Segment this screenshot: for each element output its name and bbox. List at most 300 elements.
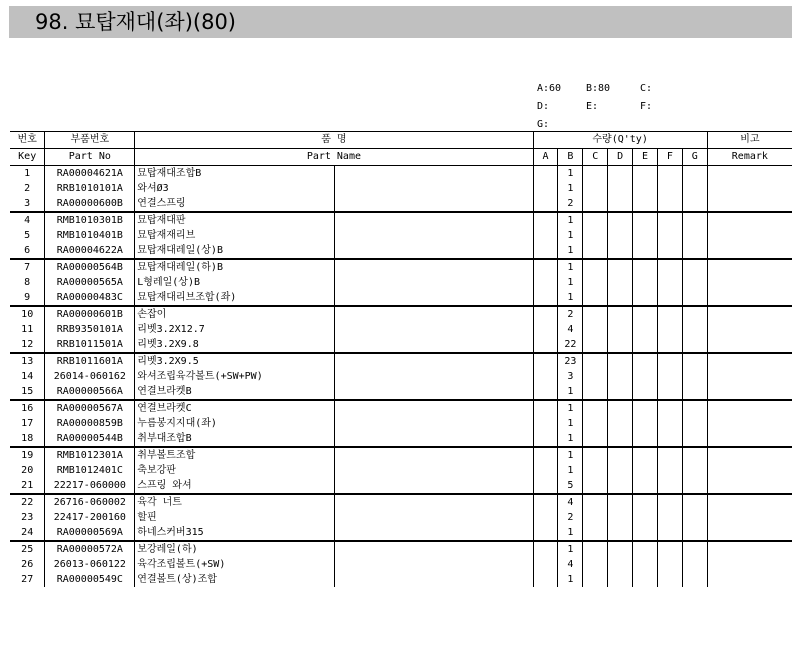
row-qty-a	[533, 212, 558, 228]
row-qty-b: 1	[558, 290, 583, 306]
row-key: 1	[10, 166, 45, 182]
row-part-name: 누름봉지지대(좌)	[135, 416, 335, 431]
header-col-e: E	[633, 149, 658, 166]
row-qty-g	[682, 384, 707, 400]
row-remark	[707, 196, 792, 212]
row-qty-e	[633, 290, 658, 306]
row-qty-d	[608, 196, 633, 212]
row-qty-a	[533, 369, 558, 384]
row-qty-d	[608, 416, 633, 431]
row-qty-f	[657, 290, 682, 306]
row-qty-f	[657, 510, 682, 525]
row-qty-e	[633, 181, 658, 196]
row-remark	[707, 494, 792, 510]
row-part-no: RRB9350101A	[45, 322, 135, 337]
row-key: 2	[10, 181, 45, 196]
row-qty-e	[633, 447, 658, 463]
row-part-no: RRB1010101A	[45, 181, 135, 196]
row-part-name-extra	[334, 337, 533, 353]
row-qty-g	[682, 572, 707, 587]
row-qty-d	[608, 166, 633, 182]
row-qty-f	[657, 353, 682, 369]
row-qty-e	[633, 525, 658, 541]
row-qty-c	[583, 525, 608, 541]
row-qty-b: 1	[558, 463, 583, 478]
table-row	[10, 400, 792, 416]
row-qty-d	[608, 290, 633, 306]
row-key: 23	[10, 510, 45, 525]
header-part-no-en: Part No	[45, 149, 135, 166]
row-remark	[707, 510, 792, 525]
row-part-no: RA00000569A	[45, 525, 135, 541]
row-remark	[707, 384, 792, 400]
header-no: 번호	[10, 132, 45, 149]
row-part-no: RA00000600B	[45, 196, 135, 212]
row-qty-c	[583, 181, 608, 196]
row-qty-e	[633, 478, 658, 494]
row-qty-f	[657, 212, 682, 228]
row-qty-e	[633, 306, 658, 322]
row-qty-a	[533, 259, 558, 275]
row-qty-e	[633, 275, 658, 290]
row-qty-g	[682, 196, 707, 212]
row-qty-b: 1	[558, 400, 583, 416]
row-part-no: RA00000564B	[45, 259, 135, 275]
row-key: 14	[10, 369, 45, 384]
row-part-name: 취부대조합B	[135, 431, 335, 447]
row-qty-g	[682, 259, 707, 275]
row-qty-d	[608, 243, 633, 259]
row-qty-c	[583, 275, 608, 290]
row-qty-f	[657, 196, 682, 212]
row-part-no: RA00000544B	[45, 431, 135, 447]
row-qty-b: 2	[558, 306, 583, 322]
row-qty-e	[633, 400, 658, 416]
row-qty-d	[608, 541, 633, 557]
row-remark	[707, 572, 792, 587]
row-qty-b: 23	[558, 353, 583, 369]
row-qty-b: 1	[558, 541, 583, 557]
table-row	[10, 259, 792, 275]
row-qty-e	[633, 228, 658, 243]
row-qty-a	[533, 478, 558, 494]
row-qty-g	[682, 322, 707, 337]
row-remark	[707, 212, 792, 228]
row-qty-a	[533, 337, 558, 353]
row-qty-d	[608, 525, 633, 541]
row-qty-f	[657, 275, 682, 290]
row-part-name-extra	[334, 494, 533, 510]
row-part-name-extra	[334, 431, 533, 447]
row-qty-c	[583, 463, 608, 478]
row-part-name-extra	[334, 478, 533, 494]
table-row	[10, 431, 792, 447]
table-row	[10, 196, 792, 212]
row-remark	[707, 416, 792, 431]
row-qty-d	[608, 212, 633, 228]
row-qty-a	[533, 243, 558, 259]
row-qty-e	[633, 196, 658, 212]
row-qty-c	[583, 212, 608, 228]
row-qty-c	[583, 337, 608, 353]
row-qty-f	[657, 478, 682, 494]
row-key: 4	[10, 212, 45, 228]
row-part-name: 묘탑재대판	[135, 212, 335, 228]
row-qty-g	[682, 431, 707, 447]
model-d: D:	[537, 101, 550, 112]
header-part-name: 품 명	[135, 132, 533, 149]
row-qty-a	[533, 541, 558, 557]
row-part-no: RA00000601B	[45, 306, 135, 322]
row-qty-b: 4	[558, 494, 583, 510]
row-qty-f	[657, 447, 682, 463]
row-qty-g	[682, 478, 707, 494]
row-part-no: RA00004622A	[45, 243, 135, 259]
row-part-name-extra	[334, 541, 533, 557]
row-part-name: 묘탑재대레일(상)B	[135, 243, 335, 259]
row-part-no: RMB1010301B	[45, 212, 135, 228]
row-qty-a	[533, 275, 558, 290]
row-qty-a	[533, 196, 558, 212]
model-f: F:	[640, 101, 653, 112]
row-qty-g	[682, 228, 707, 243]
table-row	[10, 212, 792, 228]
row-qty-b: 1	[558, 243, 583, 259]
row-qty-c	[583, 290, 608, 306]
row-qty-b: 1	[558, 447, 583, 463]
row-remark	[707, 181, 792, 196]
row-qty-a	[533, 572, 558, 587]
row-qty-a	[533, 322, 558, 337]
row-qty-f	[657, 463, 682, 478]
row-qty-d	[608, 494, 633, 510]
row-part-name: 연결브라켓B	[135, 384, 335, 400]
row-qty-b: 1	[558, 275, 583, 290]
table-row	[10, 384, 792, 400]
row-key: 22	[10, 494, 45, 510]
row-qty-e	[633, 431, 658, 447]
row-key: 27	[10, 572, 45, 587]
table-row	[10, 181, 792, 196]
row-qty-f	[657, 181, 682, 196]
header-col-g: G	[682, 149, 707, 166]
row-qty-a	[533, 400, 558, 416]
row-qty-d	[608, 275, 633, 290]
row-qty-b: 5	[558, 478, 583, 494]
row-part-name: 스프링 와셔	[135, 478, 335, 494]
row-qty-a	[533, 494, 558, 510]
row-qty-g	[682, 557, 707, 572]
header-col-f: F	[657, 149, 682, 166]
row-part-no: RA00000572A	[45, 541, 135, 557]
row-remark	[707, 166, 792, 182]
model-b: B:80	[586, 83, 611, 94]
row-part-name: L형레일(상)B	[135, 275, 335, 290]
row-qty-f	[657, 322, 682, 337]
row-qty-b: 2	[558, 196, 583, 212]
row-key: 15	[10, 384, 45, 400]
parts-table	[10, 131, 792, 587]
row-qty-f	[657, 259, 682, 275]
row-qty-c	[583, 447, 608, 463]
table-row	[10, 369, 792, 384]
row-qty-d	[608, 181, 633, 196]
row-part-name: 묘탑재대레일(하)B	[135, 259, 335, 275]
row-qty-c	[583, 369, 608, 384]
row-qty-e	[633, 259, 658, 275]
row-qty-e	[633, 572, 658, 587]
row-qty-b: 4	[558, 322, 583, 337]
row-part-name-extra	[334, 525, 533, 541]
header-col-c: C	[583, 149, 608, 166]
row-remark	[707, 259, 792, 275]
row-qty-c	[583, 322, 608, 337]
table-row	[10, 447, 792, 463]
row-qty-f	[657, 369, 682, 384]
table-row	[10, 463, 792, 478]
row-qty-d	[608, 353, 633, 369]
row-qty-g	[682, 525, 707, 541]
table-row	[10, 306, 792, 322]
table-row	[10, 416, 792, 431]
row-qty-g	[682, 416, 707, 431]
model-g: G:	[537, 119, 550, 130]
row-qty-f	[657, 400, 682, 416]
row-qty-c	[583, 478, 608, 494]
row-qty-g	[682, 181, 707, 196]
row-remark	[707, 243, 792, 259]
row-key: 13	[10, 353, 45, 369]
header-part-no: 부품번호	[45, 132, 135, 149]
row-part-name: 와셔조립육각볼트(+SW+PW)	[135, 369, 335, 384]
row-qty-c	[583, 228, 608, 243]
row-key: 21	[10, 478, 45, 494]
row-remark	[707, 275, 792, 290]
row-key: 11	[10, 322, 45, 337]
row-qty-c	[583, 510, 608, 525]
row-part-name: 연결브라켓C	[135, 400, 335, 416]
row-key: 10	[10, 306, 45, 322]
row-key: 18	[10, 431, 45, 447]
row-part-name-extra	[334, 400, 533, 416]
row-part-name-extra	[334, 243, 533, 259]
row-qty-f	[657, 337, 682, 353]
row-qty-d	[608, 510, 633, 525]
row-qty-e	[633, 166, 658, 182]
row-qty-g	[682, 510, 707, 525]
title-bar	[9, 6, 792, 38]
table-row	[10, 290, 792, 306]
row-qty-a	[533, 510, 558, 525]
row-part-name: 묘탑재재리브	[135, 228, 335, 243]
table-row	[10, 275, 792, 290]
row-part-no: RA00000549C	[45, 572, 135, 587]
row-part-name-extra	[334, 510, 533, 525]
row-qty-b: 1	[558, 431, 583, 447]
row-qty-c	[583, 431, 608, 447]
row-part-no: 26014-060162	[45, 369, 135, 384]
row-key: 20	[10, 463, 45, 478]
row-qty-c	[583, 259, 608, 275]
row-key: 26	[10, 557, 45, 572]
row-remark	[707, 525, 792, 541]
row-qty-e	[633, 243, 658, 259]
row-qty-e	[633, 353, 658, 369]
row-part-name: 묘탑재대조합B	[135, 166, 335, 182]
row-qty-d	[608, 306, 633, 322]
row-part-no: RA00000483C	[45, 290, 135, 306]
row-qty-c	[583, 384, 608, 400]
row-part-name: 와셔Ø3	[135, 181, 335, 196]
row-qty-a	[533, 525, 558, 541]
row-qty-f	[657, 541, 682, 557]
row-part-no: RMB1012401C	[45, 463, 135, 478]
table-row	[10, 541, 792, 557]
row-part-name: 하네스커버315	[135, 525, 335, 541]
header-col-d: D	[608, 149, 633, 166]
row-qty-e	[633, 541, 658, 557]
row-qty-c	[583, 400, 608, 416]
row-qty-d	[608, 431, 633, 447]
row-part-name-extra	[334, 447, 533, 463]
row-qty-b: 3	[558, 369, 583, 384]
row-part-name: 육각조립볼트(+SW)	[135, 557, 335, 572]
row-qty-g	[682, 369, 707, 384]
row-part-no: RMB1010401B	[45, 228, 135, 243]
row-key: 5	[10, 228, 45, 243]
row-qty-b: 1	[558, 166, 583, 182]
table-row	[10, 525, 792, 541]
row-qty-d	[608, 259, 633, 275]
model-e: E:	[586, 101, 599, 112]
row-qty-d	[608, 384, 633, 400]
row-qty-e	[633, 212, 658, 228]
row-qty-e	[633, 463, 658, 478]
row-qty-f	[657, 166, 682, 182]
row-key: 9	[10, 290, 45, 306]
row-remark	[707, 322, 792, 337]
row-qty-a	[533, 306, 558, 322]
row-qty-g	[682, 400, 707, 416]
header-remark-en: Remark	[707, 149, 792, 166]
row-part-no: 26013-060122	[45, 557, 135, 572]
row-part-name: 리벳3.2X9.5	[135, 353, 335, 369]
row-qty-d	[608, 369, 633, 384]
row-key: 17	[10, 416, 45, 431]
row-part-name-extra	[334, 181, 533, 196]
row-qty-a	[533, 228, 558, 243]
header-col-a: A	[533, 149, 558, 166]
row-qty-e	[633, 369, 658, 384]
row-part-name: 리벳3.2X12.7	[135, 322, 335, 337]
row-qty-b: 1	[558, 384, 583, 400]
row-qty-d	[608, 337, 633, 353]
row-part-name: 육각 너트	[135, 494, 335, 510]
row-qty-g	[682, 541, 707, 557]
row-qty-c	[583, 243, 608, 259]
row-key: 3	[10, 196, 45, 212]
row-part-no: RA00000565A	[45, 275, 135, 290]
row-part-name-extra	[334, 463, 533, 478]
row-part-name: 손잡이	[135, 306, 335, 322]
row-qty-a	[533, 166, 558, 182]
row-part-name-extra	[334, 275, 533, 290]
row-part-name-extra	[334, 353, 533, 369]
row-part-name-extra	[334, 290, 533, 306]
row-remark	[707, 478, 792, 494]
row-qty-g	[682, 243, 707, 259]
row-qty-b: 1	[558, 416, 583, 431]
table-row	[10, 228, 792, 243]
row-part-name: 축보강판	[135, 463, 335, 478]
row-remark	[707, 290, 792, 306]
row-qty-d	[608, 557, 633, 572]
row-qty-e	[633, 494, 658, 510]
row-qty-f	[657, 431, 682, 447]
row-qty-b: 1	[558, 525, 583, 541]
row-part-name: 연결볼트(상)조합	[135, 572, 335, 587]
row-part-name: 취부볼트조합	[135, 447, 335, 463]
row-key: 12	[10, 337, 45, 353]
table-row	[10, 337, 792, 353]
row-part-no: 22417-200160	[45, 510, 135, 525]
row-qty-c	[583, 166, 608, 182]
row-part-no: RA00000859B	[45, 416, 135, 431]
table-row	[10, 243, 792, 259]
row-qty-e	[633, 416, 658, 431]
row-qty-a	[533, 463, 558, 478]
table-row	[10, 166, 792, 182]
row-part-name-extra	[334, 416, 533, 431]
table-row	[10, 353, 792, 369]
row-key: 8	[10, 275, 45, 290]
row-qty-g	[682, 447, 707, 463]
table-row	[10, 557, 792, 572]
page-title: 98. 묘탑재대(좌)(80)	[35, 10, 236, 34]
row-qty-g	[682, 275, 707, 290]
row-qty-c	[583, 572, 608, 587]
table-row	[10, 478, 792, 494]
row-qty-g	[682, 353, 707, 369]
row-qty-d	[608, 400, 633, 416]
row-part-name-extra	[334, 557, 533, 572]
row-remark	[707, 541, 792, 557]
row-qty-d	[608, 463, 633, 478]
row-part-no: RRB1011601A	[45, 353, 135, 369]
table-row	[10, 322, 792, 337]
row-key: 7	[10, 259, 45, 275]
row-part-name-extra	[334, 259, 533, 275]
row-qty-a	[533, 416, 558, 431]
row-remark	[707, 557, 792, 572]
row-qty-g	[682, 306, 707, 322]
header-col-b: B	[558, 149, 583, 166]
row-qty-b: 22	[558, 337, 583, 353]
row-remark	[707, 337, 792, 353]
row-qty-c	[583, 353, 608, 369]
header-remark: 비고	[707, 132, 792, 149]
row-part-name-extra	[334, 228, 533, 243]
row-remark	[707, 463, 792, 478]
row-qty-f	[657, 525, 682, 541]
row-part-no: 26716-060002	[45, 494, 135, 510]
row-qty-a	[533, 557, 558, 572]
parts-table-body	[10, 166, 792, 588]
row-qty-a	[533, 431, 558, 447]
row-qty-c	[583, 557, 608, 572]
row-part-name: 묘탑재대리브조합(좌)	[135, 290, 335, 306]
row-qty-e	[633, 337, 658, 353]
